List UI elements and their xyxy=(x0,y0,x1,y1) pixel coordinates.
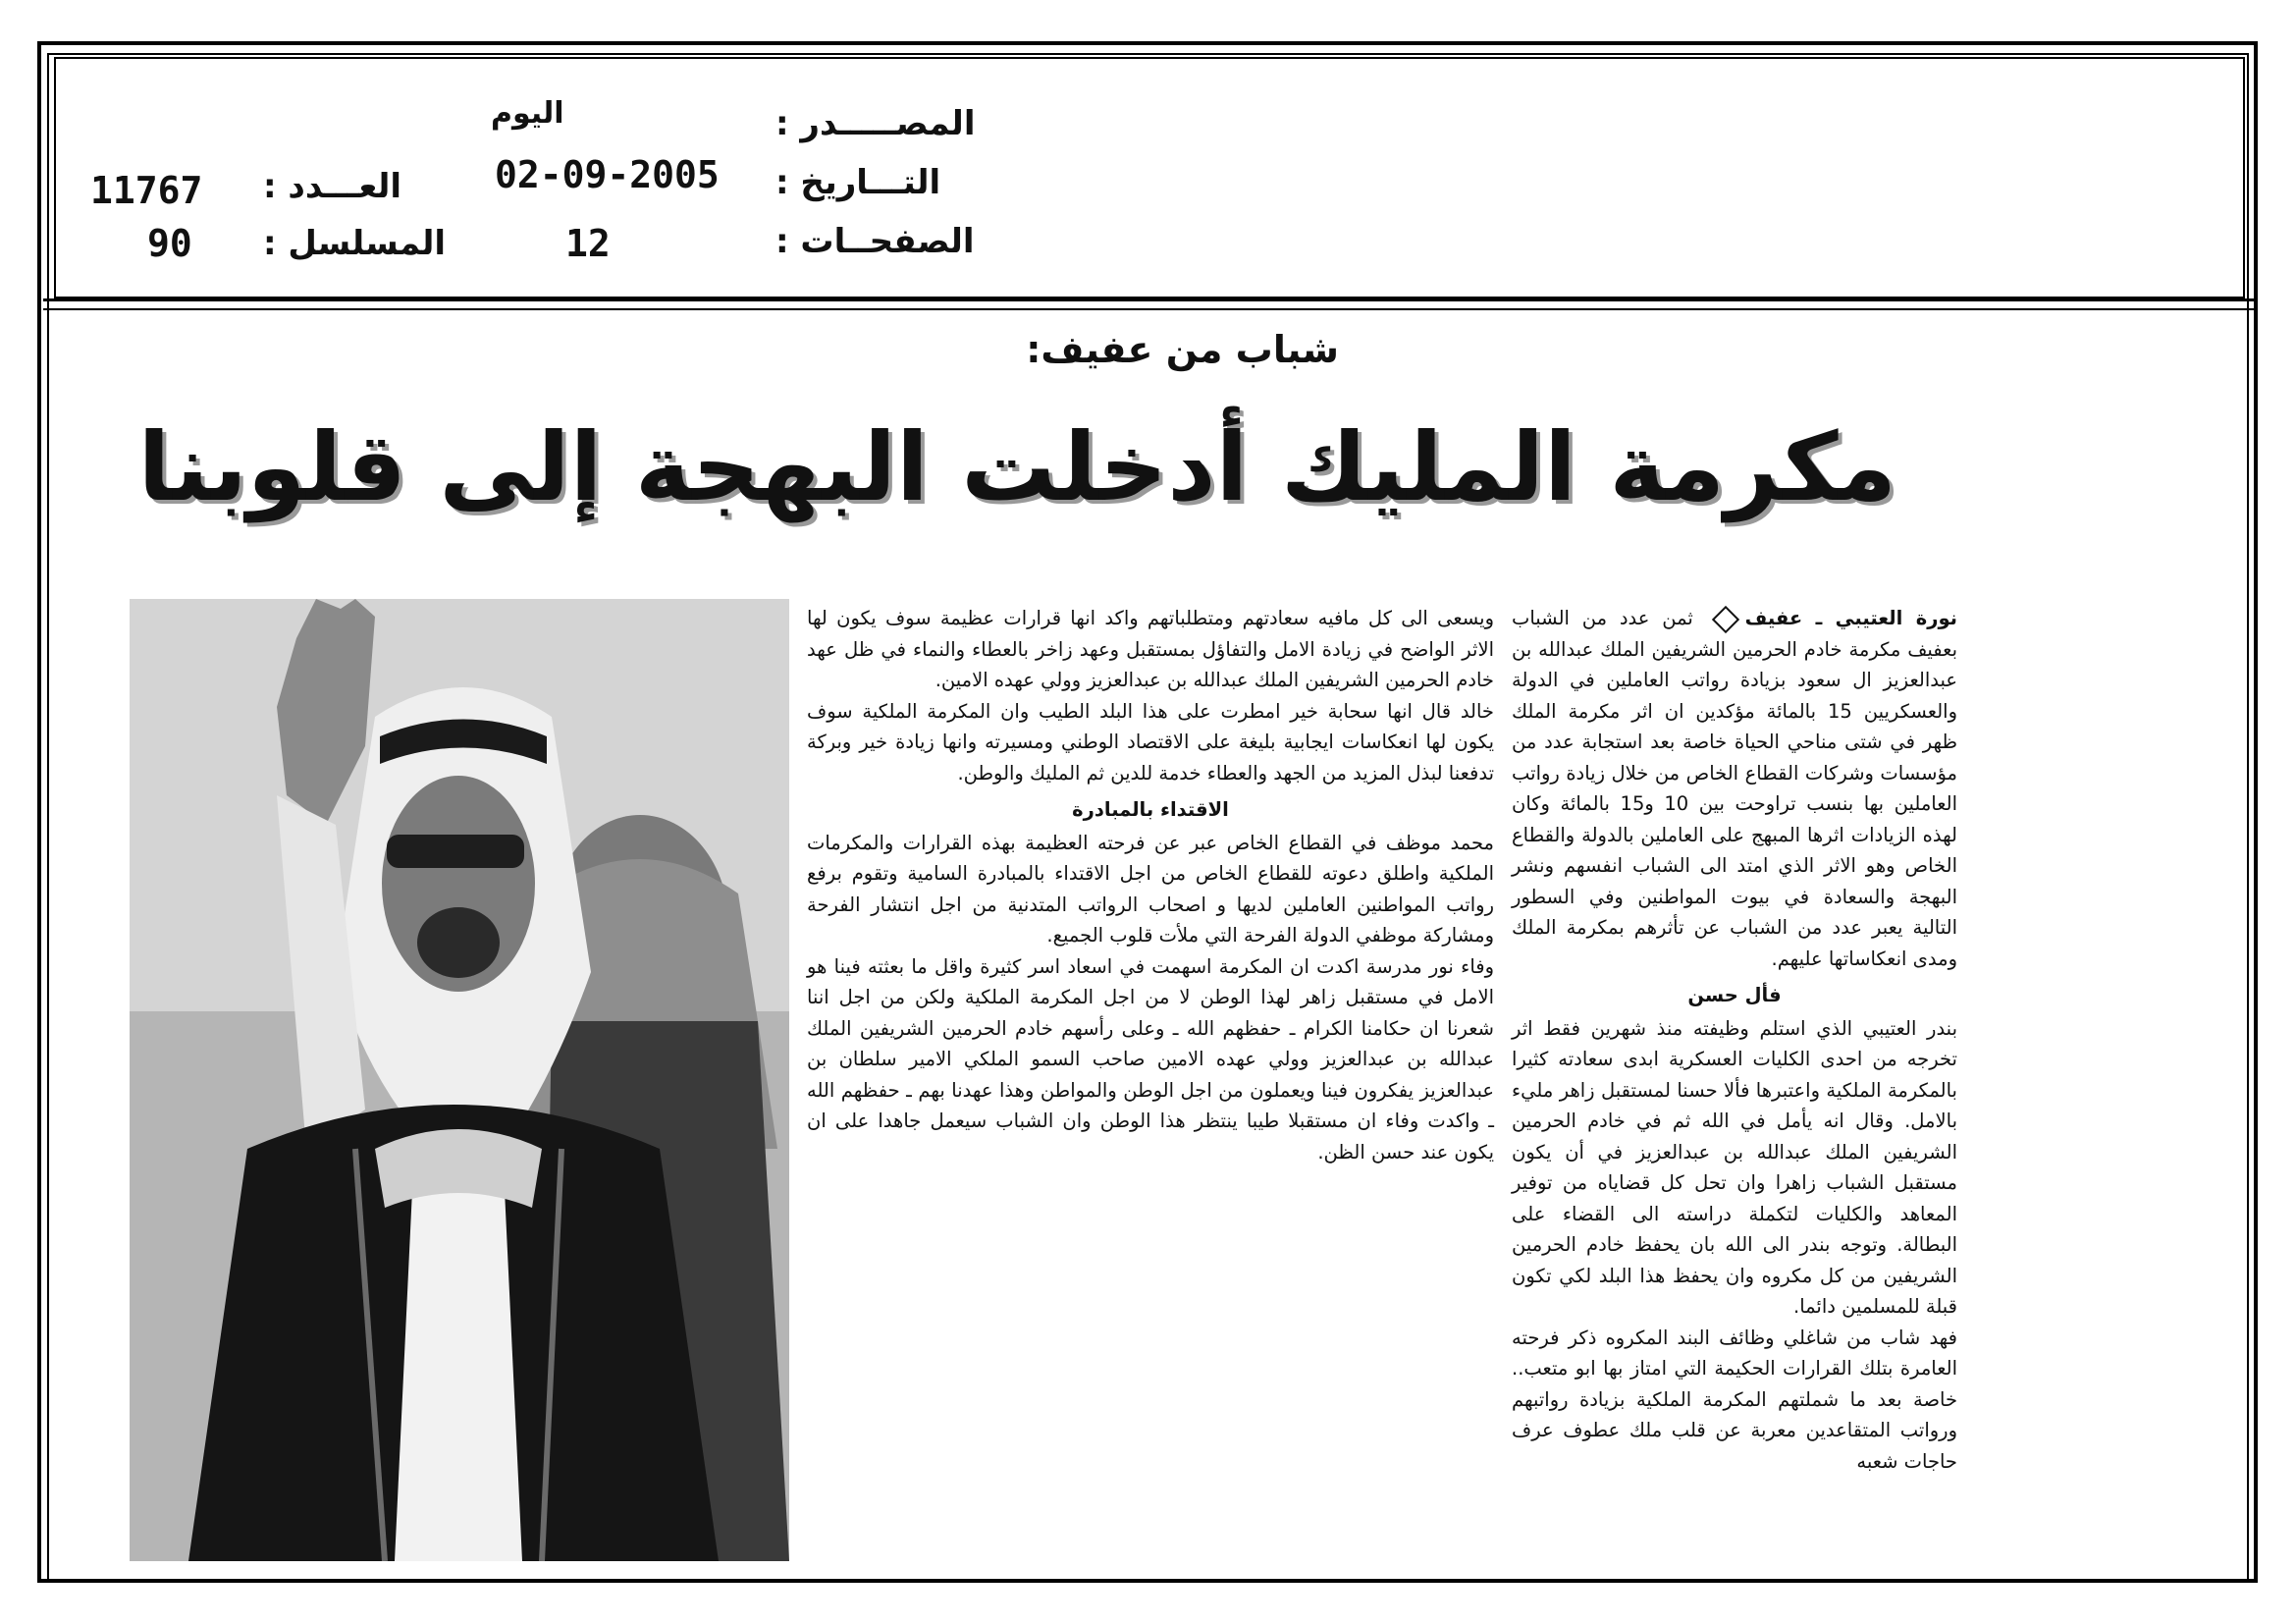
serial-value: 90 xyxy=(147,222,192,265)
pages-value: 12 xyxy=(565,222,611,265)
byline-diamond-icon xyxy=(1711,605,1738,632)
article-kicker: شباب من عفيف: xyxy=(1026,328,1339,371)
paragraph-continuation: ويسعى الى كل مافيه سعادتهم ومتطلباتهم واكد انها قرارات عظيمة سوف يكون لها الاثر الواضح في زيادة الامل والتفاؤل بمستقبل وعهد زاخر بالعطاء والنماء في ظل عهد خادم الحرمين الشريفين الملك عبدالله بن عبدالعزيز وولي عهده الامين. xyxy=(807,607,1494,691)
subheading-good-omen: فأل حسن xyxy=(1687,984,1782,1006)
issue-value: 11767 xyxy=(90,169,203,212)
article-column-middle xyxy=(807,603,1494,1167)
subheading-initiative: الاقتداء بالمبادرة xyxy=(1072,798,1229,821)
photo-figure-illustration xyxy=(130,599,789,1561)
source-value: اليوم xyxy=(491,96,564,131)
header-divider-secondary xyxy=(43,308,2254,310)
paragraph-intro: ثمن عدد من الشباب بعفيف مكرمة خادم الحرمين الشريفين الملك عبدالله بن عبدالعزيز ال سعود بزيادة رواتب العاملين في الدولة والعسكريين 15 بالمائة مؤكدين ان اثر مكرمة الملك ظهر في شتى مناحي الحياة خاصة بعد استجابة عدد من مؤسسات وشركات القطاع الخاص من خلال زيادة رواتب العاملين بها بنسب تراوحت بين 10 و15 بالمائة وكان لهذه الزيادات اثرها المبهج على العاملين بالدولة والقطاع الخاص وهو الاثر الذي امتد الى الشباب انفسهم ونشر البهجة والسعادة في بيوت المواطنين وفي السطور التالية يعبر عدد من الشباب عن تأثرهم بمكرمة الملك ومدى انعكاساتها عليهم. xyxy=(1512,607,1958,970)
serial-label: المسلسل : xyxy=(263,224,447,263)
paragraph-mohammed: محمد موظف في القطاع الخاص عبر عن فرحته العظيمة بهذه القرارات والمكرمات الملكية واطلق دعوته للقطاع الخاص من اجل الاقتداء بالمبادرة السامية وتقوم برفع رواتب المواطنين العاملين لديها و اصحاب الرواتب المتدنية من اجل انتشار الفرحة ومشاركة موظفي الدولة الفرحة التي ملأت قلوب الجميع. xyxy=(807,831,1494,947)
article-photo xyxy=(130,599,789,1561)
article-headline: مكرمة المليك أدخلت البهجة إلى قلوبنا xyxy=(137,412,1896,522)
date-label: التـــاريخ : xyxy=(775,163,941,202)
issue-label: العـــدد : xyxy=(263,167,401,206)
date-value: 02-09-2005 xyxy=(495,153,720,196)
paragraph-fahd: فهد شاب من شاغلي وظائف البند المكروه ذكر فرحته العامرة بتلك القرارات الحكيمة التي امتاز بها ابو متعب.. خاصة بعد ما شملتهم المكرمة الملكية بزيادة رواتبهم ورواتب المتقاعدين معربة عن قلب ملك عطوف عرف حاجات شعبه xyxy=(1512,1326,1957,1473)
article-byline: نورة العتيبي ـ عفيف xyxy=(1744,607,1957,629)
source-label: المصـــــدر : xyxy=(775,104,976,143)
header-divider xyxy=(43,298,2254,301)
article xyxy=(130,322,1957,1561)
pages-label: الصفحــات : xyxy=(775,222,975,261)
paragraph-wafa: وفاء نور مدرسة اكدت ان المكرمة اسهمت في اسعاد اسر كثيرة واقل ما بعثته فينا هو الامل في مستقبل زاهر لهذا الوطن لا من اجل المكرمة الملكية ولكن من اجل اننا شعرنا ان حكامنا الكرام ـ حفظهم الله ـ وعلى رأسهم خادم الحرمين الشريفين الملك عبدالله بن عبدالعزيز وولي عهده الامين صاحب السمو الملكي الامير سلطان بن عبدالعزيز يفكرون فينا ويعملون من اجل الوطن والمواطن وهذا عهدنا بهم ـ حفظهم الله ـ واكدت وفاء ان مستقبلا طيبا ينتظر هذا الوطن وان الشباب سيعمل جاهدا على ان يكون عند حسن الظن. xyxy=(807,954,1494,1164)
paragraph-khaled: خالد قال انها سحابة خير امطرت على هذا البلد الطيب وان المكرمة الملكية سوف يكون لها انعكاسات ايجابية بليغة على الاقتصاد الوطني ومسيرته وانها زيادة خير وبركة تدفعنا لبذل المزيد من الجهد والعطاء خدمة للدين ثم المليك والوطن. xyxy=(807,699,1494,785)
article-column-right xyxy=(1512,603,1957,1477)
paragraph-bandar: بندر العتيبي الذي استلم وظيفته منذ شهرين فقط اثر تخرجه من احدى الكليات العسكرية ابدى سعادته كثيرا بالمكرمة الملكية واعتبرها فألا حسنا لمستقبل زاهر مليء بالامل. وقال انه يأمل في الله ثم في خادم الحرمين الشريفين الملك عبدالله بن عبدالعزيز في أن يكون مستقبل الشباب زاهرا وان تحل كل قضاياه من توفير المعاهد والكليات لتكملة دراسته الى القضاء على البطالة. وتوجه بندر الى الله بان يحفظ خادم الحرمين الشريفين من كل مكروه وان يحفظ هذا البلد لكي تكون قبلة للمسلمين دائما. xyxy=(1512,1016,1957,1318)
